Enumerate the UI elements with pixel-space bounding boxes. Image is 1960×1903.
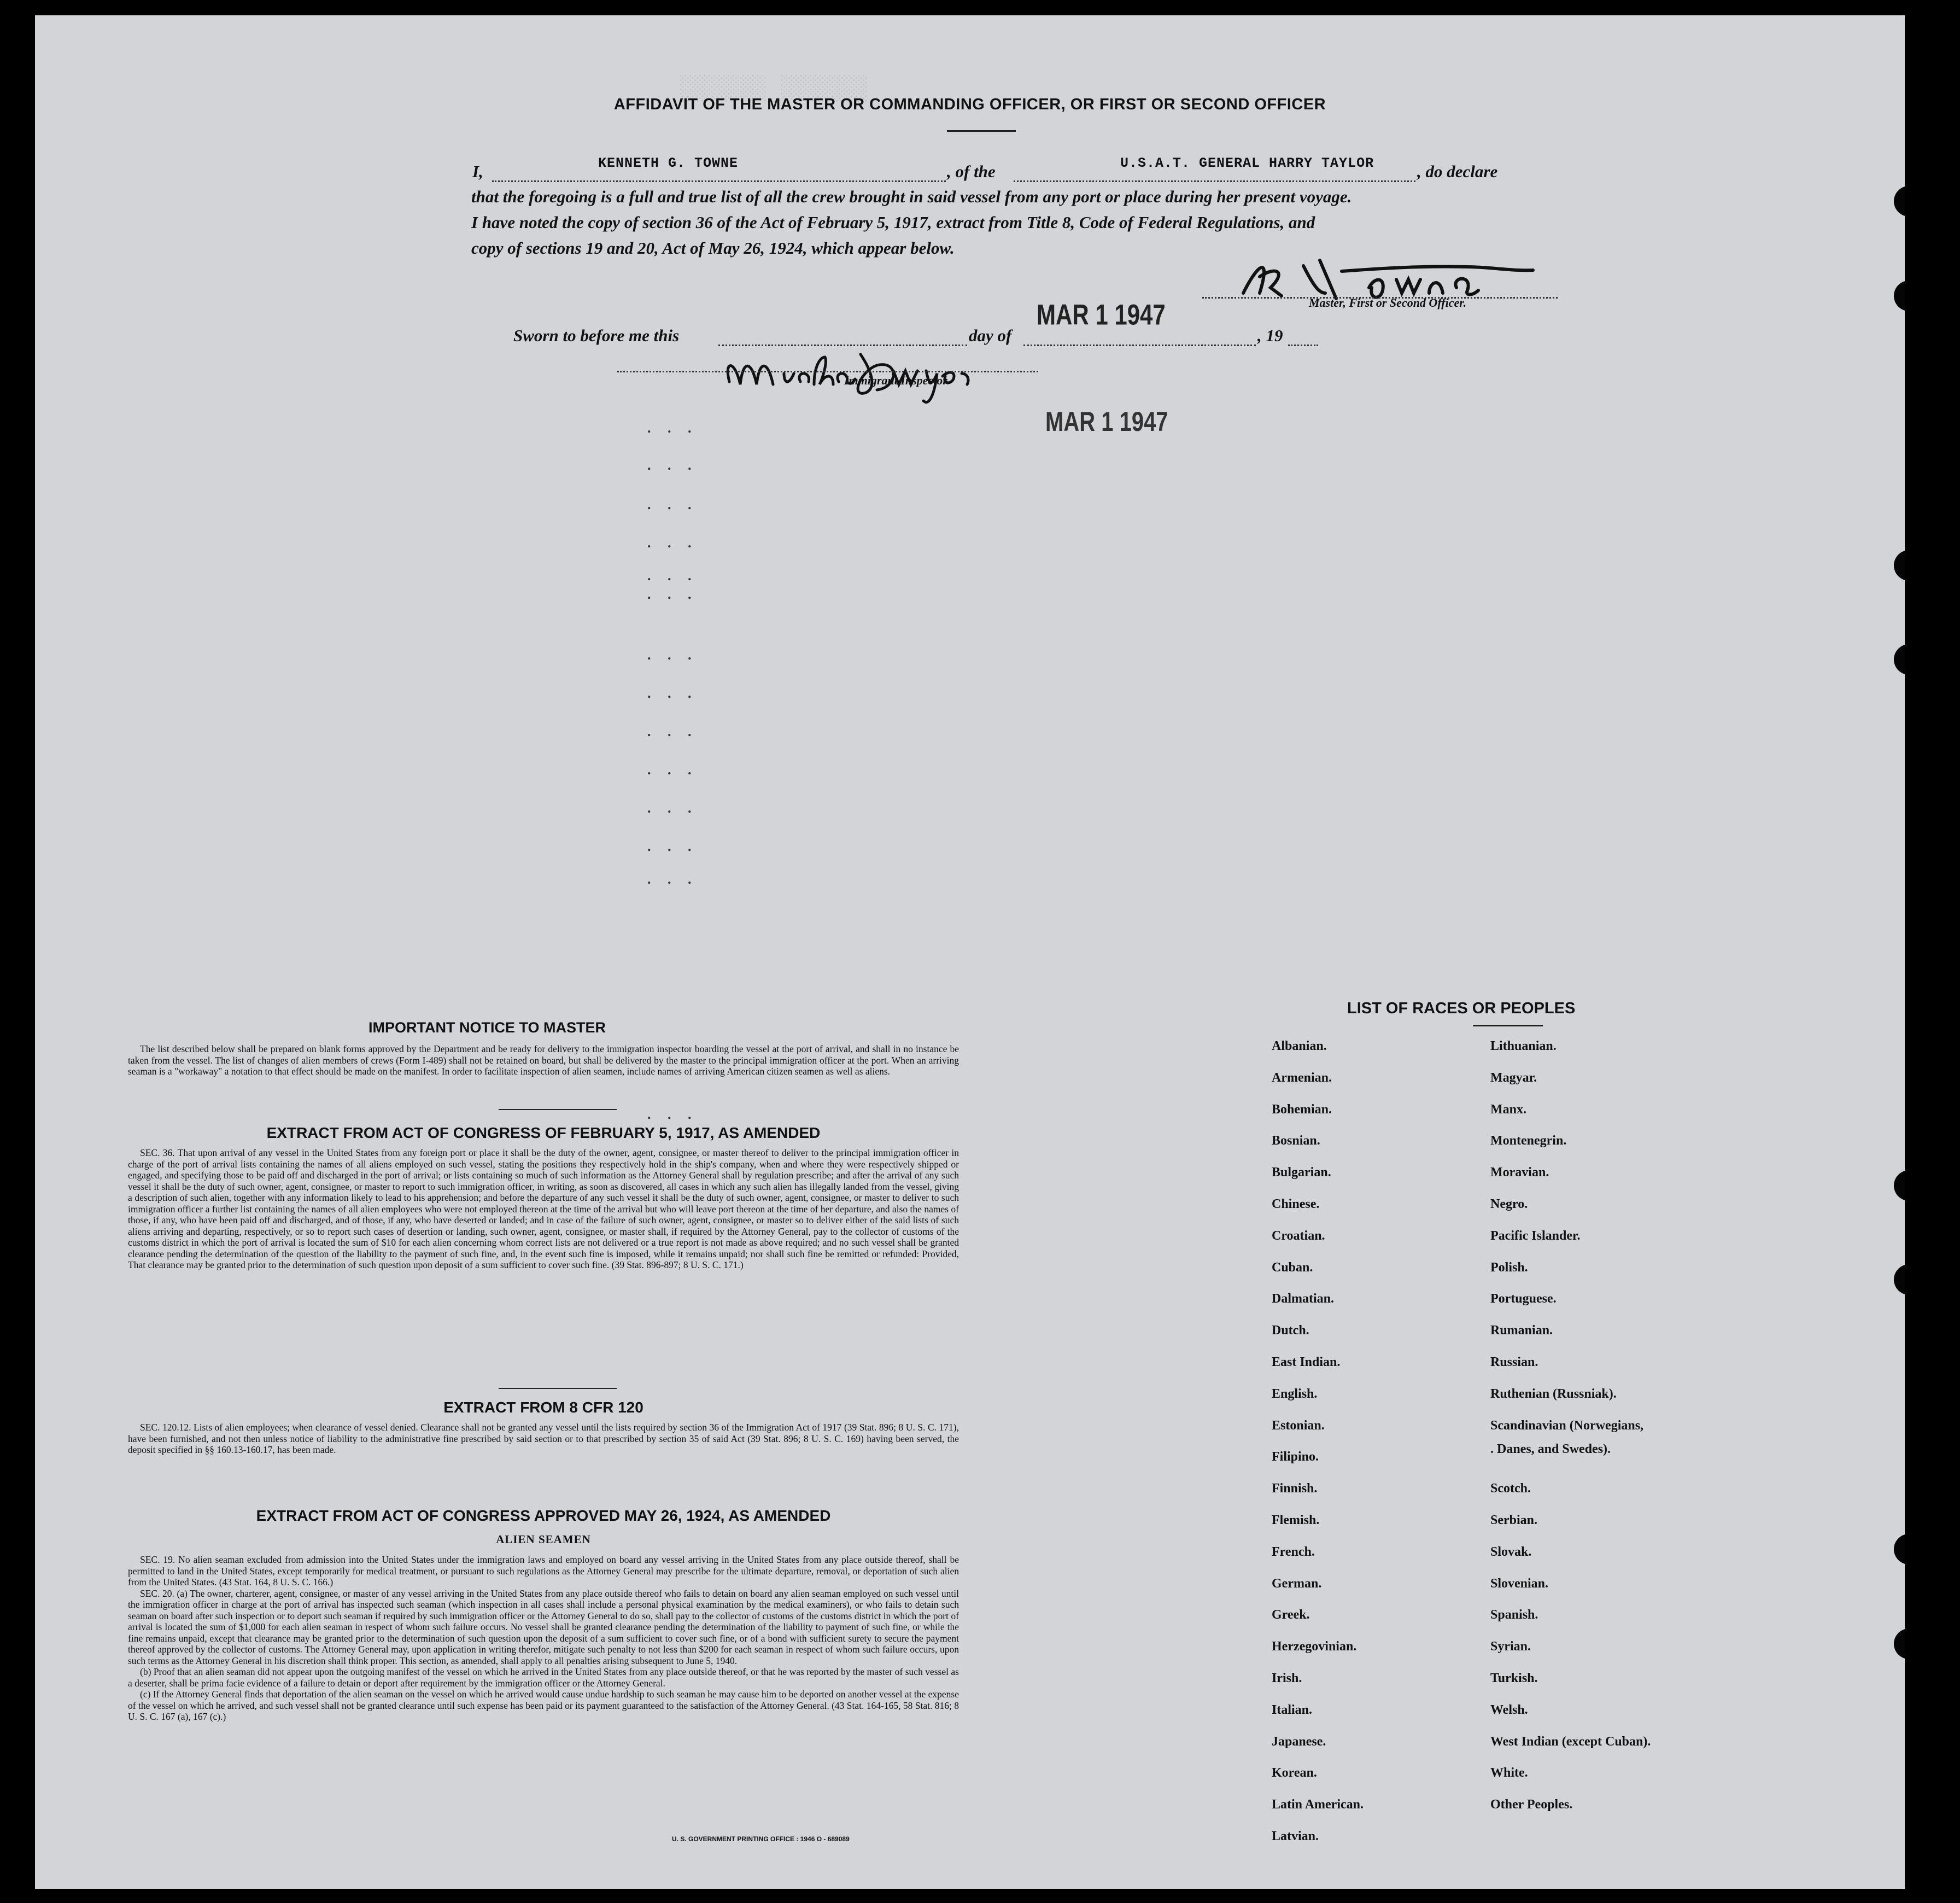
affidavit-title: AFFIDAVIT OF THE MASTER OR COMMANDING OFFICER, OR FIRST OR SECOND OFFICER	[613, 96, 1326, 113]
leader-dots: . . .	[647, 838, 698, 854]
race-item: Bohemian.	[1272, 1102, 1332, 1117]
of-the-label: , of the	[947, 162, 996, 181]
sec-20b-text: (b) Proof that an alien seaman did not appear upon the outgoing manifest of the vessel on which he arrived in the United States from any place outside thereof, or that he was reported by the master of such vessel as a deserter, shall be prima facie evidence of a failure to detain or deport after requirement by the immigration officer or the Attorney General.	[128, 1666, 959, 1689]
race-item: Korean.	[1272, 1766, 1317, 1781]
extract-1924-title: EXTRACT FROM ACT OF CONGRESS APPROVED MAY 26, 1924, AS AMENDED	[256, 1507, 831, 1524]
race-item: Turkish.	[1490, 1671, 1538, 1685]
date-stamp: MAR 1 1947	[1037, 299, 1166, 331]
notice-text: The list described below shall be prepared on blank forms approved by the Department and be ready for delivery to the immigration inspector boarding the vessel at the port of arrival, and shall in no instance be taken from the vessel. The list of changes of alien members of crews (Form I-489) shall not be retained on board, but shall be delivered by the master to the principal immigration officer at the port. When an arriving seaman is a "workaway" a notation to that effect should be made on the manifest. In order to facilitate inspection of alien seamen, include names of arriving American citizen seamen as well as aliens.	[128, 1043, 959, 1077]
race-item: Slovenian.	[1490, 1576, 1549, 1591]
race-item: Russian.	[1490, 1355, 1538, 1369]
master-name: KENNETH G. TOWNE	[598, 155, 739, 171]
extract-cfr-title: EXTRACT FROM 8 CFR 120	[443, 1399, 643, 1416]
leader-dots: . . .	[647, 685, 698, 701]
race-item: German.	[1272, 1576, 1322, 1591]
race-item: Lithuanian.	[1490, 1039, 1557, 1053]
race-item: Estonian.	[1272, 1418, 1325, 1433]
race-item: Magyar.	[1490, 1070, 1537, 1085]
race-item: Syrian.	[1490, 1639, 1531, 1654]
bleed-through-texture: ░░░░░░ ░░░░░░	[680, 75, 868, 103]
leader-dots: . . .	[647, 647, 698, 663]
race-item: Spanish.	[1490, 1608, 1538, 1622]
extract-1924-body	[128, 1554, 959, 1723]
race-item: French.	[1272, 1544, 1315, 1559]
year-prefix: , 19	[1257, 326, 1283, 345]
race-item: Welsh.	[1490, 1702, 1528, 1717]
race-item: Greek.	[1272, 1608, 1310, 1622]
race-item: East Indian.	[1272, 1355, 1341, 1369]
extract-1917-title: EXTRACT FROM ACT OF CONGRESS OF FEBRUARY 5, 1917, AS AMENDED	[266, 1124, 821, 1141]
race-item: Rumanian.	[1490, 1323, 1553, 1338]
leader-dots: . . .	[647, 568, 698, 583]
leader-dots: . . .	[647, 535, 698, 551]
race-item: Herzegovinian.	[1272, 1639, 1357, 1654]
race-item: Japanese.	[1272, 1734, 1326, 1749]
leader-dots: . . .	[647, 762, 698, 778]
sworn-year-line	[1288, 326, 1318, 346]
punch-hole	[1894, 186, 1905, 217]
race-item: Flemish.	[1272, 1513, 1320, 1527]
declaration-line-3: I have noted the copy of section 36 of the Act of February 5, 1917, extract from Title 8, Code of Federal Regulations, and	[471, 213, 1315, 232]
race-item: West Indian (except Cuban).	[1490, 1734, 1651, 1749]
leader-dots: . . .	[647, 586, 698, 602]
punch-hole	[1894, 1628, 1905, 1659]
extract-1917-body	[128, 1147, 959, 1271]
race-item: Filipino.	[1272, 1450, 1319, 1464]
race-item: Italian.	[1272, 1702, 1313, 1717]
declaration-line-4: copy of sections 19 and 20, Act of May 26, 1924, which appear below.	[471, 238, 955, 258]
notice-body	[128, 1043, 959, 1077]
leader-dots: . . .	[647, 723, 698, 739]
sec-36-text: SEC. 36. That upon arrival of any vessel in the United States from any foreign port or place it shall be the duty of the owner, agent, consignee, or master thereof to deliver to the principal immigration officer in charge of the port of arrival lists containing the names of all aliens employed on such vessel, stating the positions they respectively hold in the ship's company, when and where they were respectively shipped or engaged, and specifying those to be paid off and discharged in the port of arrival; or lists containing so much of such information as the Attorney General shall by regulation prescribe; and after the arrival of any such vessel it shall be the duty of such owner, agent, consignee, or master to report to such immigration officer, in writing, as soon as discovered, all cases in which any such alien has illegally landed from the vessel, giving a description of such alien, together with any information likely to lead to his apprehension; and before the departure of any such vessel it shall be the duty of such owner, agent, consignee, or master to deliver to such immigration officer a further list containing the names of all alien employees who were not employed thereon at the time of the arrival but who will leave port thereon at the time of her departure, and also the names of those, if any, who have been paid off and discharged, and of those, if any, who have deserted or landed; and in case of the failure of such owner, agent, consignee, or master so to deliver either of the said lists of such aliens arriving and departing, respectively, or so to report such cases of desertion or landing, such owner, agent, consignee, or master shall, if required by the Attorney General, pay to the collector of customs of the customs district in which the port of arrival is located the sum of $10 for each alien concerning whom correct lists are not delivered or a true report is not made as above required; and no such vessel shall be granted clearance pending the determination of the question of the liability to the payment of such fine, and, in the event such fine is imposed, while it remains unpaid; nor shall such fine be remitted or refunded: Provided, That clearance may be granted prior to the determination of such question upon deposit of a sum sufficient to cover such fine. (39 Stat. 896-897; 8 U. S. C. 171.)	[128, 1147, 959, 1270]
race-item: Bulgarian.	[1272, 1165, 1331, 1180]
leader-dots: . . .	[647, 1106, 698, 1122]
leader-dots: . . .	[647, 871, 698, 887]
printing-office-note: U. S. GOVERNMENT PRINTING OFFICE : 1946 O - 689089	[672, 1835, 850, 1843]
race-item: Latin American.	[1272, 1797, 1364, 1812]
race-item: Scotch.	[1490, 1481, 1531, 1496]
punch-hole	[1894, 644, 1905, 675]
race-item: Albanian.	[1272, 1039, 1327, 1053]
inspector-caption: Immigrant Inspector.	[844, 373, 950, 387]
race-item: Slovak.	[1490, 1544, 1532, 1559]
i-label: I,	[472, 162, 483, 181]
alien-seamen-subtitle: ALIEN SEAMEN	[496, 1533, 591, 1546]
races-title: LIST OF RACES OR PEOPLES	[1347, 1000, 1576, 1017]
leader-dots: . . .	[647, 420, 698, 436]
race-item: Scandinavian (Norwegians,	[1490, 1418, 1644, 1433]
sec-120-text: SEC. 120.12. Lists of alien employees; when clearance of vessel denied. Clearance shall not be granted any vessel until the lists required by section 36 of the Immigration Act of 1917 (39 Stat. 896; 8 U. S. C. 171), have been furnished, and not then unless notice of liability to the administrative fine prescribed by said section or to that prescribed by section 35 of said Act (39 Stat. 896; 8 U. S. C. 169) having been served, the deposit specified in §§ 160.13-160.17, has been made.	[128, 1422, 959, 1455]
day-of-label: day of	[969, 326, 1012, 345]
race-item: Finnish.	[1272, 1481, 1318, 1496]
section-divider	[499, 1109, 617, 1110]
race-item: Cuban.	[1272, 1260, 1313, 1275]
punch-hole	[1894, 281, 1905, 311]
leader-dots: . . .	[647, 457, 698, 473]
race-item: English.	[1272, 1386, 1318, 1401]
race-item: Armenian.	[1272, 1070, 1332, 1085]
date-stamp-2: MAR 1 1947	[1045, 407, 1168, 437]
race-item: Croatian.	[1272, 1228, 1325, 1243]
race-item: Chinese.	[1272, 1197, 1320, 1211]
sec-19-text: SEC. 19. No alien seaman excluded from admission into the United States under the immigration laws and employed on board any vessel arriving in the United States from any place outside thereof, shall be permitted to land in the United States, except temporarily for medical treatment, or pursuant to such regulations as the Attorney General may prescribe for the ultimate departure, removal, or deportation of such alien from the United States. (43 Stat. 164, 8 U. S. C. 166.)	[128, 1554, 959, 1587]
do-declare-label: , do declare	[1417, 162, 1498, 181]
notice-title: IMPORTANT NOTICE TO MASTER	[368, 1019, 606, 1036]
master-caption: Master, First or Second Officer.	[1309, 296, 1467, 310]
punch-hole	[1894, 1170, 1905, 1201]
race-item: Manx.	[1490, 1102, 1526, 1117]
race-item: White.	[1490, 1766, 1528, 1781]
race-item: Dutch.	[1272, 1323, 1309, 1338]
section-divider	[499, 1388, 617, 1389]
sworn-label: Sworn to before me this	[513, 326, 680, 345]
declaration-line-2: that the foregoing is a full and true list of all the crew brought in said vessel from any port or place during her present voyage.	[471, 187, 1352, 206]
sec-20a-text: SEC. 20. (a) The owner, charterer, agent, consignee, or master of any vessel arriving in the United States from any place outside thereof who fails to detain on board any alien seaman employed on such vessel until the immigration officer in charge at the port of arrival has inspected such seaman (which inspection in all cases shall include a personal physical examination by the medical examiners), or who fails to detain such seaman on board after such inspection or to deport such seaman if required by such immigration officer or the Attorney General to do so, shall pay to the collector of customs of the customs district in which the port of arrival is located the sum of $1,000 for each alien seaman in respect of whom such failure occurs. No vessel shall be granted clearance pending the determination of the liability to payment of such fine, or while the fine remains unpaid, except that clearance may be granted prior to the determination of such question upon the deposit of a sum sufficient to cover such fine, or of a bond with sufficient surety to secure the payment thereof approved by the collector of customs. The Attorney General may, upon application in writing therefor, mitigate such penalty to not less than $200 for each seaman in respect of whom such failure occurs, upon such terms as the Attorney General in his discretion shall think proper. This section, as amended, shall apply to all penalties arising subsequent to June 5, 1940.	[128, 1587, 959, 1666]
race-item: Dalmatian.	[1272, 1292, 1334, 1306]
race-item: Moravian.	[1490, 1165, 1549, 1180]
punch-hole	[1894, 1534, 1905, 1565]
sec-20c-text: (c) If the Attorney General finds that deportation of the alien seaman on the vessel on which he arrived would cause undue hardship to such seaman he may cause him to be deported on another vessel at the expense of the vessel on which he arrived, and such vessel shall not be granted clearance until such expense has been paid or its payment guaranteed to the satisfaction of the Attorney General. (43 Stat. 164-165, 58 Stat. 816; 8 U. S. C. 167 (a), 167 (c).)	[128, 1689, 959, 1722]
race-item: Ruthenian (Russniak).	[1490, 1386, 1617, 1401]
race-item: . Danes, and Swedes).	[1490, 1441, 1611, 1456]
vessel-name: U.S.A.T. GENERAL HARRY TAYLOR	[1120, 155, 1374, 171]
race-item: Portuguese.	[1490, 1292, 1557, 1306]
punch-hole	[1894, 550, 1905, 581]
race-item: Latvian.	[1272, 1829, 1319, 1843]
race-item: Montenegrin.	[1490, 1134, 1567, 1148]
race-item: Bosnian.	[1272, 1134, 1320, 1148]
document-page	[35, 15, 1905, 1889]
race-item: Serbian.	[1490, 1513, 1538, 1527]
race-item: Negro.	[1490, 1197, 1528, 1211]
race-item: Polish.	[1490, 1260, 1528, 1275]
races-title-divider	[1473, 1025, 1543, 1026]
race-item: Pacific Islander.	[1490, 1228, 1581, 1243]
leader-dots: . . .	[647, 497, 698, 512]
leader-dots: . . .	[647, 800, 698, 816]
punch-hole	[1894, 1264, 1905, 1295]
extract-cfr-body	[128, 1422, 959, 1456]
race-item: Irish.	[1272, 1671, 1302, 1685]
race-item: Other Peoples.	[1490, 1797, 1573, 1812]
inspector-signature-line	[617, 371, 1038, 372]
title-divider	[947, 130, 1016, 132]
